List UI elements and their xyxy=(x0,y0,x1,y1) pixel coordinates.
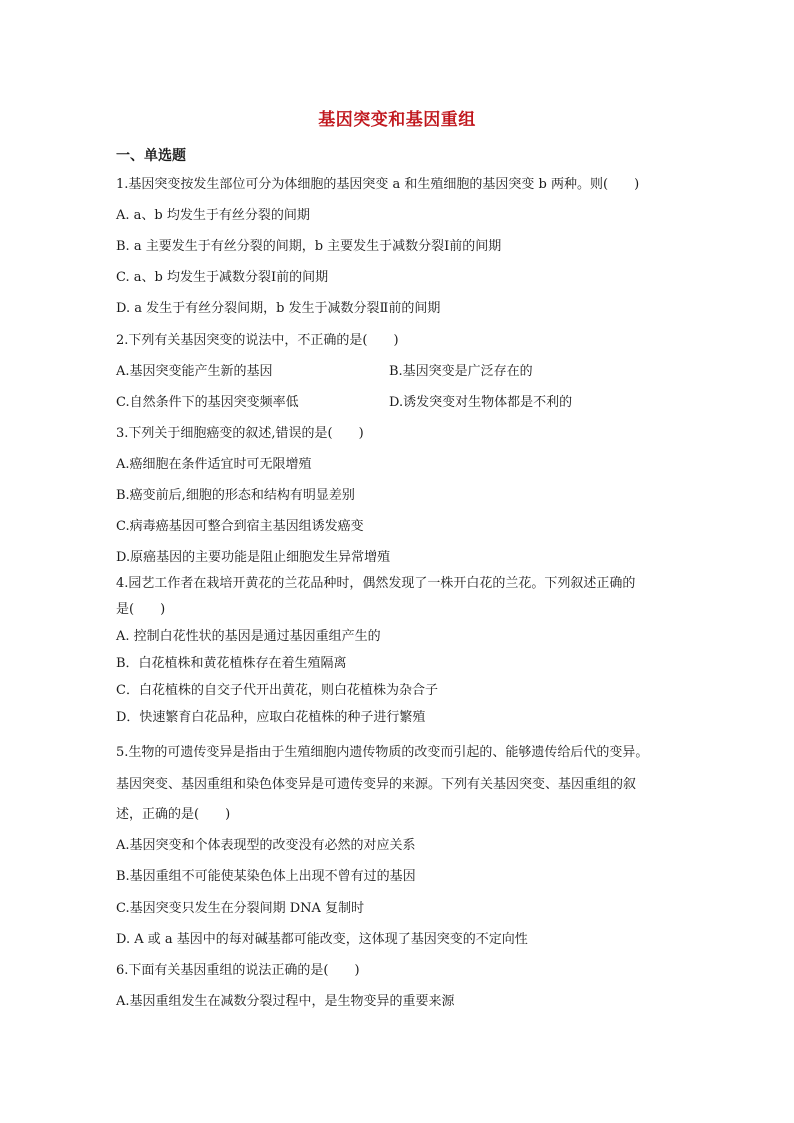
question-3-stem: 3.下列关于细胞癌变的叙述,错误的是( ) xyxy=(116,426,364,441)
question-3-option-b: B.癌变前后,细胞的形态和结构有明显差别 xyxy=(116,488,355,503)
question-5-option-a: A.基因突变和个体表现型的改变没有必然的对应关系 xyxy=(116,838,416,853)
question-5-option-b: B.基因重组不可能使某染色体上出现不曾有过的基因 xyxy=(116,869,416,884)
question-5-stem-line-1: 5.生物的可遗传变异是指由于生殖细胞内遗传物质的改变而引起的、能够遗传给后代的变异。 xyxy=(116,745,649,760)
question-4-option-a: A. 控制白花性状的基因是通过基因重组产生的 xyxy=(116,629,381,644)
question-5-stem-line-3: 述，正确的是( ) xyxy=(116,807,231,822)
question-5-option-d: D. A 或 a 基因中的每对碱基都可能改变，这体现了基因突变的不定向性 xyxy=(116,932,528,947)
question-3-option-d: D.原癌基因的主要功能是阻止细胞发生异常增殖 xyxy=(116,550,391,565)
question-5-stem-line-2: 基因突变、基因重组和染色体变异是可遗传变异的来源。下列有关基因突变、基因重组的叙 xyxy=(116,777,637,792)
question-1-option-b: B. a 主要发生于有丝分裂的间期，b 主要发生于减数分裂Ⅰ前的间期 xyxy=(116,239,502,254)
question-1-option-a: A. a、b 均发生于有丝分裂的间期 xyxy=(116,208,310,223)
question-4-option-c: C．白花植株的自交子代开出黄花，则白花植株为杂合子 xyxy=(116,683,438,698)
question-2-option-b: B.基因突变是广泛存在的 xyxy=(389,364,533,379)
question-1-option-c: C. a、b 均发生于减数分裂Ⅰ前的间期 xyxy=(116,270,329,285)
question-2-option-d: D.诱发突变对生物体都是不利的 xyxy=(389,395,573,410)
question-3-option-a: A.癌细胞在条件适宜时可无限增殖 xyxy=(116,457,312,472)
question-6-option-a: A.基因重组发生在减数分裂过程中，是生物变异的重要来源 xyxy=(116,994,455,1009)
question-4-option-d: D．快速繁育白花品种，应取白花植株的种子进行繁殖 xyxy=(116,710,426,725)
question-2-option-c: C.自然条件下的基因突变频率低 xyxy=(116,395,299,410)
question-2-option-a: A.基因突变能产生新的基因 xyxy=(116,364,273,379)
question-4-option-b: B．白花植株和黄花植株存在着生殖隔离 xyxy=(116,656,347,671)
question-3-option-c: C.病毒癌基因可整合到宿主基因组诱发癌变 xyxy=(116,519,364,534)
question-6-stem: 6.下面有关基因重组的说法正确的是( ) xyxy=(116,963,360,978)
question-4-stem-line-2: 是( ) xyxy=(116,602,166,617)
question-4-stem-line-1: 4.园艺工作者在栽培开黄花的兰花品种时，偶然发现了一株开白花的兰花。下列叙述正确的 xyxy=(116,576,636,591)
section-heading: 一、单选题 xyxy=(116,148,186,164)
question-2-stem: 2.下列有关基因突变的说法中，不正确的是( ) xyxy=(116,333,399,348)
question-1-stem: 1.基因突变按发生部位可分为体细胞的基因突变 a 和生殖细胞的基因突变 b 两种。则( ) xyxy=(116,177,640,192)
document-title: 基因突变和基因重组 xyxy=(318,110,476,130)
question-1-option-d: D. a 发生于有丝分裂间期，b 发生于减数分裂Ⅱ前的间期 xyxy=(116,301,441,316)
question-5-option-c: C.基因突变只发生在分裂间期 DNA 复制时 xyxy=(116,901,365,916)
